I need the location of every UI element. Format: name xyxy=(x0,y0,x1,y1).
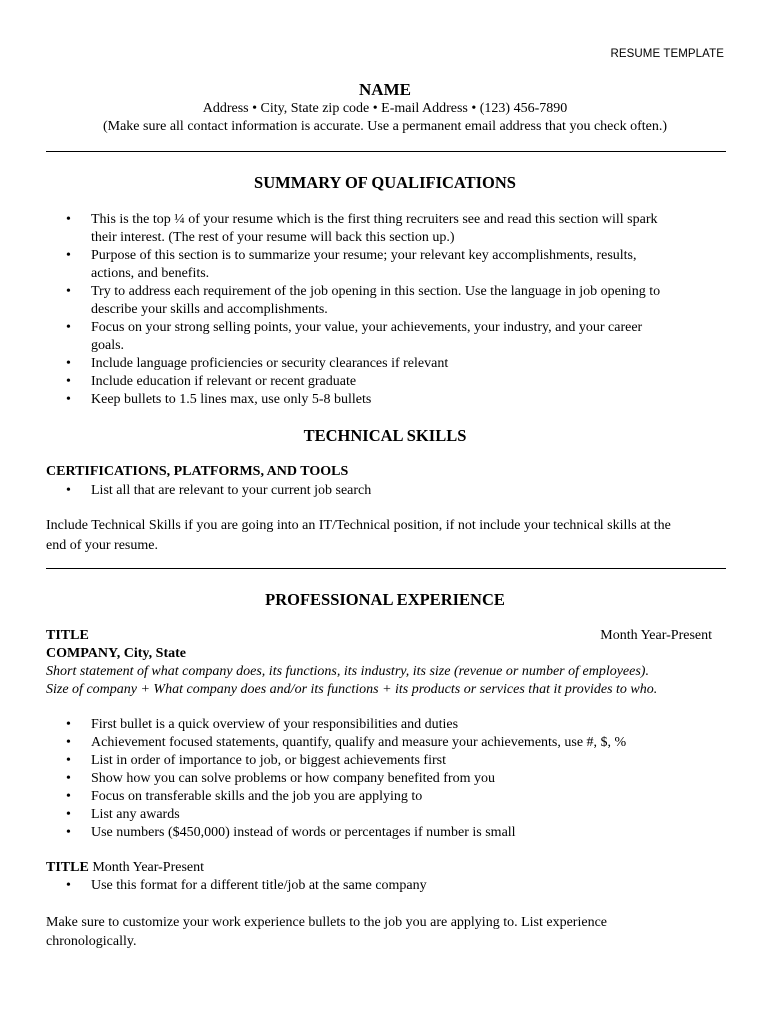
summary-title: SUMMARY OF QUALIFICATIONS xyxy=(254,173,516,192)
technical-list xyxy=(46,482,726,500)
summary-list xyxy=(46,211,726,409)
job2-list xyxy=(46,877,726,895)
divider xyxy=(46,568,726,569)
list-item: • Use numbers ($450,000) instead of words or percentages if number is small xyxy=(66,825,516,840)
list-item: • Include education if relevant or recent graduate xyxy=(66,374,357,389)
technical-note: Include Technical Skills if you are going into an IT/Technical position, if not include your technical skills at the end of your resume. xyxy=(46,518,671,553)
contact-line: Address • City, State zip code • E-mail Address • (123) 456-7890 xyxy=(202,101,568,116)
list-item: • First bullet is a quick overview of your responsibilities and duties xyxy=(66,717,459,732)
contact-note: (Make sure all contact information is accurate. Use a permanent email address that you check often.) xyxy=(102,119,668,134)
list-item: • Focus on your strong selling points, your value, your achievements, your industry, and your career goals. xyxy=(66,320,643,353)
company-line: COMPANY, City, State xyxy=(46,646,186,661)
list-item: • Try to address each requirement of the job opening in this section. Use the language in job opening to describe your skills and accomplishments. xyxy=(66,284,661,317)
list-item: • List in order of importance to job, or biggest achievements first xyxy=(66,753,446,768)
job-dates: Month Year-Present xyxy=(600,628,712,643)
list-item: • This is the top ¼ of your resume which is the first thing recruiters see and read this section will spark their interest. (The rest of your resume will back this section up.) xyxy=(66,212,658,245)
list-item: • Show how you can solve problems or how company benefited from you xyxy=(66,771,495,786)
list-item: • Use this format for a different title/job at the same company xyxy=(66,878,427,893)
closing-note: Make sure to customize your work experience bullets to the job you are applying to. List experience chronologically. xyxy=(46,915,607,949)
list-item: • Include language proficiencies or security clearances if relevant xyxy=(66,356,449,371)
company-description: Short statement of what company does, its functions, its industry, its size (revenue or number of employees). Size of company + What company does and/or its functions + its products or services that it provides to who. xyxy=(46,664,658,697)
template-label: RESUME TEMPLATE xyxy=(610,48,724,60)
experience-list xyxy=(46,716,726,842)
technical-subheading: CERTIFICATIONS, PLATFORMS, AND TOOLS xyxy=(46,464,349,479)
job2-dates: Month Year-Present xyxy=(92,860,205,875)
job2-title: TITLE xyxy=(46,860,89,875)
list-item: • Purpose of this section is to summarize your resume; your relevant key accomplishments, results, actions, and benefits. xyxy=(66,248,637,281)
list-item: • Keep bullets to 1.5 lines max, use only 5-8 bullets xyxy=(66,392,372,407)
job-title: TITLE xyxy=(46,628,89,643)
experience-title: PROFESSIONAL EXPERIENCE xyxy=(265,590,505,609)
divider xyxy=(46,151,726,152)
job2-heading xyxy=(46,859,204,877)
resume-name: NAME xyxy=(359,80,411,99)
list-item: • List any awards xyxy=(66,807,180,822)
technical-title: TECHNICAL SKILLS xyxy=(303,426,467,445)
list-item: • List all that are relevant to your current job search xyxy=(66,483,372,498)
list-item: • Achievement focused statements, quantify, qualify and measure your achievements, use #, $, % xyxy=(66,735,627,750)
list-item: • Focus on transferable skills and the job you are applying to xyxy=(66,789,423,804)
